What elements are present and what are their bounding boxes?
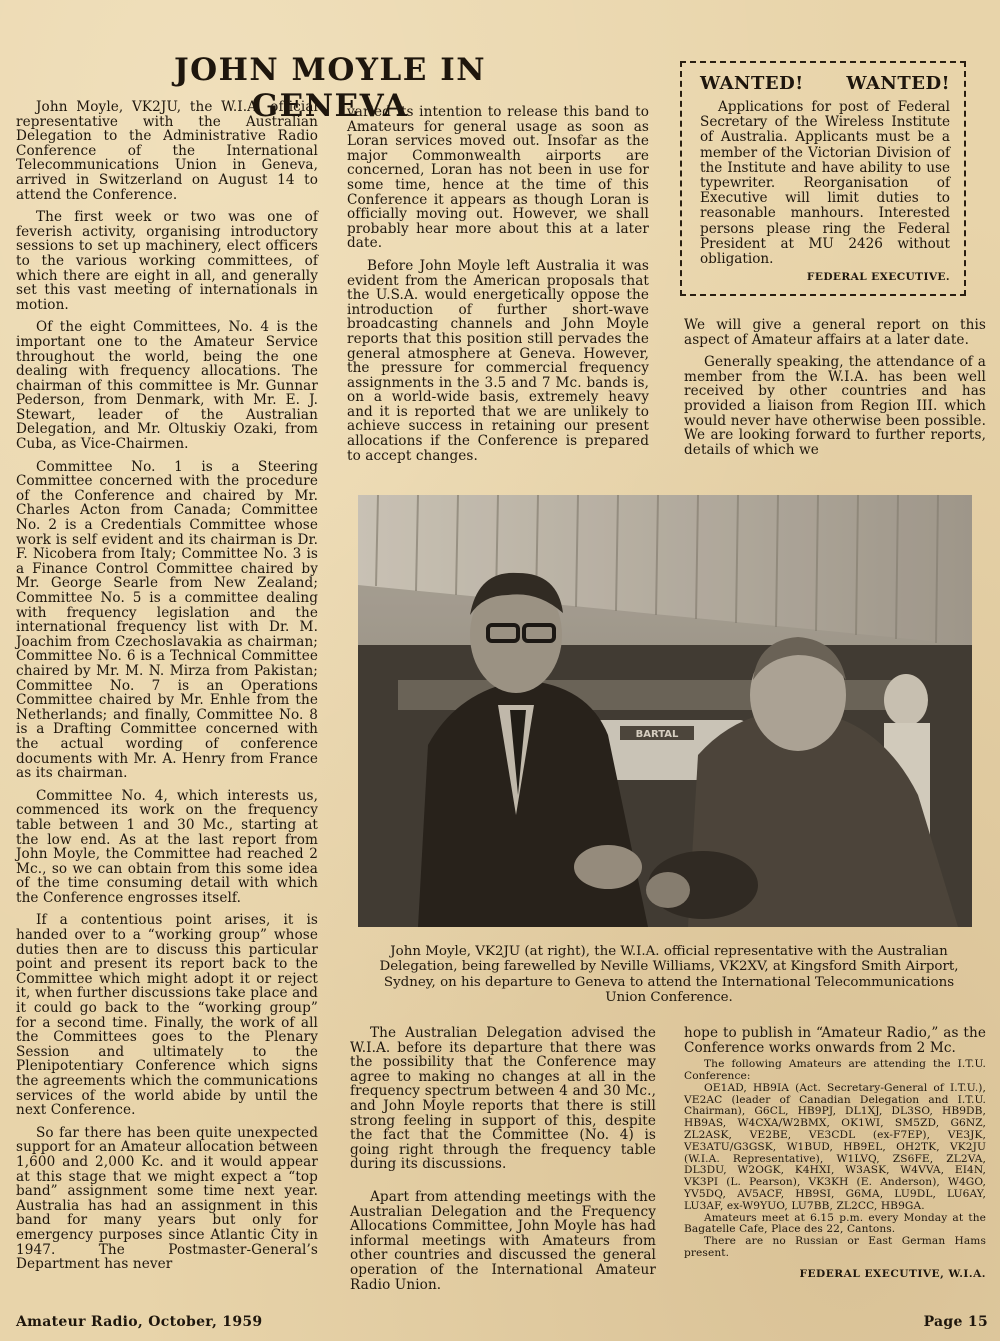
absent-note: There are no Russian or East German Hams present. — [684, 1235, 986, 1259]
paragraph: hope to publish in “Amateur Radio,” as the Conference works onwards from 2 Mc. — [684, 1025, 986, 1056]
article-column-3-bottom — [684, 1026, 986, 1288]
federal-executive-signature: FEDERAL EXECUTIVE, W.I.A. — [799, 1267, 986, 1280]
paragraph: Apart from attending meetings with the Australian Delegation and the Frequency Allocations Committee, John Moyle has had informal meetings with Amateurs from other countries and discussed the general operation of the International Amateur Radio Union. — [350, 1188, 656, 1293]
paragraph: So far there has been quite unexpected support for an Amateur allocation between 1,600 and 2,000 Kc. and it would appear at this stage that we might expect a “top band” assignment some time next year. Australia has had an assignment in this band for many years but only for emergency purposes since Atlantic City in 1947. The Postmaster-General’s Department has never — [16, 1124, 318, 1273]
paragraph: Of the eight Committees, No. 4 is the important one to the Amateur Service throughout the world, being the one dealing with frequency allocations. The chairman of this committee is Mr. Gunnar Pederson, from Denmark, with Mr. E. J. Stewart, leader of the Australian Delegation, and Mr. Oltuskiy Ozaki, from Cuba, as Vice-Chairmen. — [16, 319, 318, 453]
paragraph: varied its intention to release this band to Amateurs for general usage as soon as Loran services moved out. Insofar as the major Commonwealth airports are concerned, Loran has not been in use for some time, hence at the time of this Conference it appears as though Loran is officially moving out. However, we shall probably hear more about this at a later date. — [347, 104, 649, 252]
headline: JOHN MOYLE IN GENEVA — [173, 52, 487, 124]
wanted-title-right: WANTED! — [846, 73, 950, 94]
article-column-3-top — [684, 318, 986, 465]
wanted-title — [700, 73, 950, 94]
wanted-notice-box — [680, 61, 966, 296]
wanted-title-left: WANTED! — [700, 73, 804, 94]
photo-caption: John Moyle, VK2JU (at right), the W.I.A. official representative with the Australian Delegation, being farewelled by Neville Williams, VK2XV, at Kingsford Smith Airport, Sydney, on his departure to Geneva to attend the International Telecommunications Union Conference. — [379, 944, 959, 1006]
paragraph: The Australian Delegation advised the W.I.A. before its departure that there was the possibility that the Conference may agree to making no changes at all in the frequency spectrum between 4 and 30 Mc., and John Moyle reports that there is still strong feeling in support of this, despite the fact that the Committee (No. 4) is going right through the frequency table during its discussions. — [350, 1025, 656, 1173]
article-column-1 — [16, 100, 318, 1280]
wanted-signature: FEDERAL EXECUTIVE. — [806, 271, 950, 284]
paragraph: Committee No. 4, which interests us, commenced its work on the frequency table between 1 and 30 Mc., starting at the low end. As at the last report from John Moyle, the Committee had reached 2 Mc., so we can obtain from this some idea of the time consuming detail with which the Conference engrosses itself. — [16, 787, 318, 906]
wanted-body: Applications for post of Federal Secretary of the Wireless Institute of Australia. Applicants must be a member of the Victorian Division of the Institute and have ability to use typewriter. Reorganisation of Executive will limit duties to reasonable manhours. Interested persons please ring the Federal President at MU 2426 without obligation. — [700, 99, 950, 268]
footer-publication: Amateur Radio, October, 1959 — [16, 1314, 263, 1330]
paragraph: Committee No. 1 is a Steering Committee concerned with the procedure of the Conference and chaired by Mr. Charles Acton from Canada; Committee No. 2 is a Credentials Committee whose work is self evident and its chairman is Dr. F. Nicobera from Italy; Committee No. 3 is a Finance Control Committee chaired by Mr. George Searle from New Zealand; Committee No. 5 is a committee dealing with frequency legislation and the international frequency list with Dr. M. Joachim from Czechoslavakia as chairman; Committee No. 6 is a Technical Committee chaired by Mr. M. N. Mirza from Pakistan; Committee No. 7 is an Operations Committee chaired by Mr. Enhle from the Netherlands; and finally, Committee No. 8 is a Drafting Committee concerned with the actual wording of conference documents with Mr. A. Henry from France as its chairman. — [16, 458, 318, 782]
paragraph: We will give a general report on this aspect of Amateur affairs at a later date. — [684, 317, 986, 348]
attending-list: OE1AD, HB9IA (Act. Secretary-General of I.T.U.), VE2AC (leader of Canadian Delegation and I.T.U. Chairman), G6CL, HB9PJ, DL1XJ, DL3SO, HB9DB, HB9AS, W4CXA/W2BMX, OK1WI, SM5ZD, G6NZ, ZL2ASK, VE2BE, VE3CDL (ex-F7EP), VE3JK, VE3ATU/G3GSK, W1BUD, HB9EL, OH2TK, VK2JU (W.I.A. Representative), W1LVQ, ZS6FE, ZL2VA, DL3DU, W2OGK, K4HXI, W3ASK, W4VVA, EI4N, VK3PI (L. Pearson), VK3KH (E. Anderson), W4GO, YV5DQ, AV5ACF, HB9SI, G6MA, LU9DL, LU6AY, LU3AF, ex-W9YUO, LU7BB, ZL2CC, HB9GA. — [684, 1081, 986, 1212]
article-column-2-top — [347, 105, 649, 471]
paragraph: Generally speaking, the attendance of a member from the W.I.A. has been well received by other countries and has provided a liaison from Region III. which would never have otherwise been possible. We are looking forward to further reports, details of which we — [684, 354, 986, 458]
footer-page-number: Page 15 — [923, 1314, 988, 1330]
paragraph: If a contentious point arises, it is handed over to a “working group” whose duties then are to discuss this particular point and present its report back to the Committee which might adopt it or reject it, when further discussions take place and it could go back to the “working group” for a second time. Finally, the work of all the Committees goes to the Plenary Session and ultimately to the Plenipotentiary Conference which signs the agreements which the communications services of the world abide by until the next Conference. — [16, 912, 318, 1119]
paragraph: Before John Moyle left Australia it was evident from the American proposals that the U.S.A. would energetically oppose the introduction of further short-wave broadcasting channels and John Moyle reports that this position still pervades the general atmosphere at Geneva. However, the pressure for commercial frequency assignments in the 3.5 and 7 Mc. bands is, on a world-wide basis, extremely heavy and it is reported that we are unlikely to achieve success in retaining our present allocations if the Conference is prepared to accept changes. — [347, 257, 649, 464]
photo-tint — [358, 495, 972, 927]
photograph — [358, 495, 972, 927]
meeting-note: Amateurs meet at 6.15 p.m. every Monday at the Bagatelle Cafe, Place des 22, Cantons. — [684, 1211, 986, 1236]
article-column-2-bottom — [350, 1026, 656, 1300]
paragraph: The first week or two was one of feverish activity, organising introductory sessions to set up machinery, elect officers to the various working committees, of which there are eight in all, and generally set this vast meeting of internationals in motion. — [16, 209, 318, 313]
photo-illustration — [358, 495, 972, 927]
attending-intro: The following Amateurs are attending the I.T.U. Conference: — [684, 1058, 986, 1082]
paragraph: John Moyle, VK2JU, the W.I.A. official representative with the Australian Delegation to the Administrative Radio Conference of the International Telecommunications Union in Geneva, arrived in Switzerland on August 14 to attend the Conference. — [16, 99, 318, 203]
vehicle-sign-text: BARTAL — [635, 729, 679, 740]
